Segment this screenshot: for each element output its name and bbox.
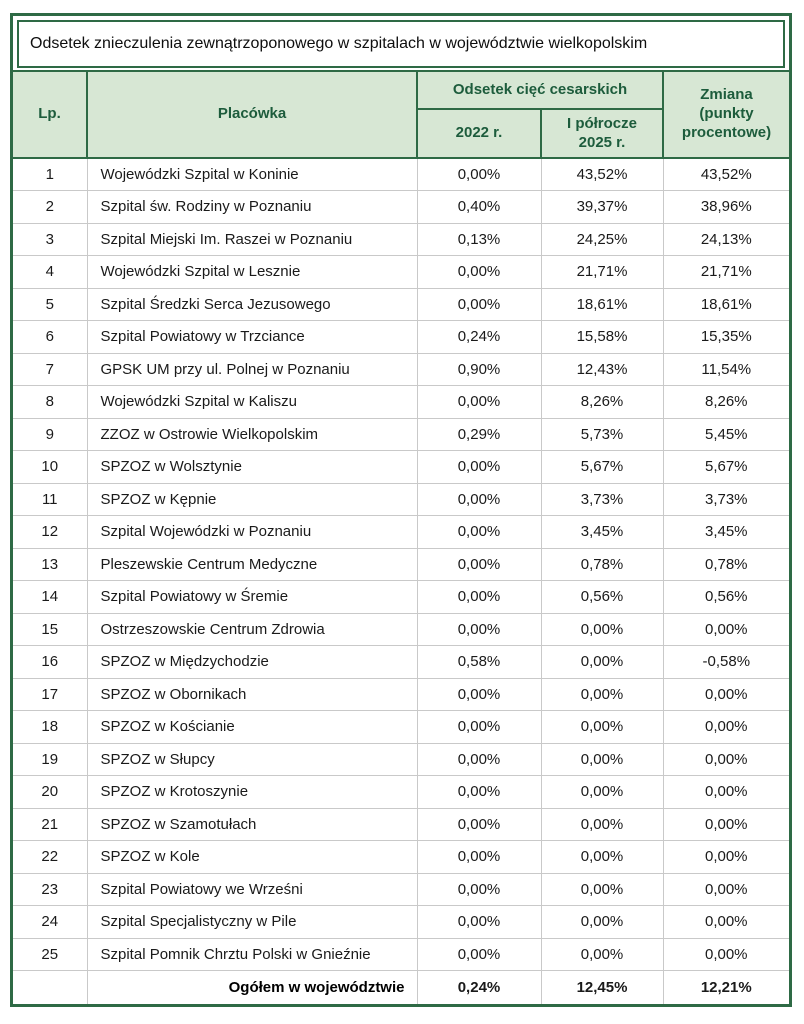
table-row — [13, 483, 789, 516]
table-frame — [10, 13, 792, 1007]
cell-facility: Szpital Miejski Im. Raszei w Poznaniu — [87, 223, 417, 256]
cell-value-2025: 0,00% — [541, 906, 663, 939]
cell-value-change: 0,00% — [663, 808, 789, 841]
cell-value-2025: 24,25% — [541, 223, 663, 256]
table-row — [13, 776, 789, 809]
table-body — [13, 158, 789, 971]
cell-value-2025: 5,73% — [541, 418, 663, 451]
cell-value-2025: 21,71% — [541, 256, 663, 289]
cell-value-2022: 0,00% — [417, 516, 541, 549]
cell-value-2025: 0,00% — [541, 841, 663, 874]
cell-value-change: 0,00% — [663, 906, 789, 939]
cell-lp: 20 — [13, 776, 87, 809]
cell-value-change: 11,54% — [663, 353, 789, 386]
cell-value-change: 0,00% — [663, 743, 789, 776]
cell-value-change: 0,00% — [663, 873, 789, 906]
cell-value-change: 0,00% — [663, 841, 789, 874]
cell-value-change: 0,00% — [663, 776, 789, 809]
cell-value-2025: 0,00% — [541, 711, 663, 744]
cell-lp: 3 — [13, 223, 87, 256]
cell-facility: SPZOZ w Kościanie — [87, 711, 417, 744]
cell-facility: SPZOZ w Międzychodzie — [87, 646, 417, 679]
cell-value-2025: 15,58% — [541, 321, 663, 354]
cell-lp: 17 — [13, 678, 87, 711]
table-row — [13, 158, 789, 191]
total-value-2022: 0,24% — [417, 971, 541, 1004]
cell-value-2025: 43,52% — [541, 158, 663, 191]
col-header-cesarean-group: Odsetek cięć cesarskich — [417, 71, 663, 109]
table-row — [13, 321, 789, 354]
cell-facility: Szpital Pomnik Chrztu Polski w Gnieźnie — [87, 938, 417, 971]
table-row — [13, 386, 789, 419]
cell-value-2025: 8,26% — [541, 386, 663, 419]
cell-value-2022: 0,00% — [417, 711, 541, 744]
cell-facility: ZZOZ w Ostrowie Wielkopolskim — [87, 418, 417, 451]
cell-facility: Wojewódzki Szpital w Lesznie — [87, 256, 417, 289]
cell-value-2022: 0,00% — [417, 256, 541, 289]
col-header-h1-2025-label: I półrocze 2025 r. — [566, 114, 637, 151]
table-row — [13, 743, 789, 776]
cell-value-change: 43,52% — [663, 158, 789, 191]
cell-facility: SPZOZ w Wolsztynie — [87, 451, 417, 484]
cell-lp: 11 — [13, 483, 87, 516]
cell-value-change: 0,00% — [663, 613, 789, 646]
cell-value-2025: 0,00% — [541, 776, 663, 809]
cell-value-2022: 0,00% — [417, 548, 541, 581]
cell-facility: Wojewódzki Szpital w Kaliszu — [87, 386, 417, 419]
cell-facility: GPSK UM przy ul. Polnej w Poznaniu — [87, 353, 417, 386]
table-row — [13, 581, 789, 614]
table-row — [13, 678, 789, 711]
col-header-lp: Lp. — [13, 71, 87, 158]
cell-lp: 15 — [13, 613, 87, 646]
cell-lp: 1 — [13, 158, 87, 191]
cell-value-2025: 0,00% — [541, 613, 663, 646]
cell-lp: 21 — [13, 808, 87, 841]
cell-value-2022: 0,00% — [417, 873, 541, 906]
cell-value-2022: 0,24% — [417, 321, 541, 354]
col-header-h1-2025 — [541, 109, 663, 158]
cell-value-2022: 0,00% — [417, 581, 541, 614]
cell-lp: 7 — [13, 353, 87, 386]
cell-lp: 4 — [13, 256, 87, 289]
cell-value-change: 24,13% — [663, 223, 789, 256]
cell-value-2025: 0,00% — [541, 678, 663, 711]
cell-facility: Szpital Powiatowy we Wrześni — [87, 873, 417, 906]
table-title: Odsetek znieczulenia zewnątrzoponowego w szpitalach w województwie wielkopolskim — [17, 20, 785, 68]
cell-lp: 14 — [13, 581, 87, 614]
table-row — [13, 548, 789, 581]
cell-value-2022: 0,00% — [417, 451, 541, 484]
cell-facility: SPZOZ w Obornikach — [87, 678, 417, 711]
table-row — [13, 191, 789, 224]
cell-facility: Wojewódzki Szpital w Koninie — [87, 158, 417, 191]
cell-value-change: 0,78% — [663, 548, 789, 581]
cell-value-2022: 0,13% — [417, 223, 541, 256]
cell-lp: 16 — [13, 646, 87, 679]
cell-value-2025: 0,00% — [541, 938, 663, 971]
cell-value-2022: 0,90% — [417, 353, 541, 386]
cell-lp: 2 — [13, 191, 87, 224]
cell-value-2022: 0,40% — [417, 191, 541, 224]
cell-facility: Szpital Powiatowy w Trzciance — [87, 321, 417, 354]
cell-value-change: 18,61% — [663, 288, 789, 321]
cell-facility: SPZOZ w Kole — [87, 841, 417, 874]
cell-facility: Pleszewskie Centrum Medyczne — [87, 548, 417, 581]
cell-value-2025: 3,73% — [541, 483, 663, 516]
cell-facility: SPZOZ w Szamotułach — [87, 808, 417, 841]
table-footer — [13, 971, 789, 1004]
cell-value-change: 0,00% — [663, 938, 789, 971]
table-row — [13, 711, 789, 744]
cell-value-change: 38,96% — [663, 191, 789, 224]
cell-value-2022: 0,00% — [417, 483, 541, 516]
table-row — [13, 223, 789, 256]
cell-value-2022: 0,00% — [417, 938, 541, 971]
cell-facility: SPZOZ w Kępnie — [87, 483, 417, 516]
cell-facility: Szpital Średzki Serca Jezusowego — [87, 288, 417, 321]
cell-facility: SPZOZ w Słupcy — [87, 743, 417, 776]
cell-facility: Szpital Wojewódzki w Poznaniu — [87, 516, 417, 549]
cell-value-change: 5,67% — [663, 451, 789, 484]
table-row — [13, 353, 789, 386]
table-row — [13, 451, 789, 484]
total-lp-empty-cell — [13, 971, 87, 1004]
cell-lp: 24 — [13, 906, 87, 939]
cell-value-2022: 0,00% — [417, 386, 541, 419]
table-row — [13, 841, 789, 874]
cell-value-change: 3,45% — [663, 516, 789, 549]
cell-lp: 10 — [13, 451, 87, 484]
cell-lp: 5 — [13, 288, 87, 321]
hospitals-data-table — [13, 70, 789, 1004]
table-row — [13, 873, 789, 906]
cell-lp: 22 — [13, 841, 87, 874]
cell-value-2025: 0,00% — [541, 743, 663, 776]
total-value-change: 12,21% — [663, 971, 789, 1004]
cell-lp: 9 — [13, 418, 87, 451]
cell-value-change: 3,73% — [663, 483, 789, 516]
total-label: Ogółem w województwie — [87, 971, 417, 1004]
table-row — [13, 906, 789, 939]
table-row — [13, 516, 789, 549]
cell-value-change: 0,00% — [663, 711, 789, 744]
cell-lp: 8 — [13, 386, 87, 419]
cell-value-change: 5,45% — [663, 418, 789, 451]
col-header-2022: 2022 r. — [417, 109, 541, 158]
cell-facility: Szpital św. Rodziny w Poznaniu — [87, 191, 417, 224]
cell-facility: Szpital Powiatowy w Śremie — [87, 581, 417, 614]
cell-facility: Ostrzeszowskie Centrum Zdrowia — [87, 613, 417, 646]
table-row — [13, 418, 789, 451]
cell-value-2022: 0,00% — [417, 906, 541, 939]
cell-value-2022: 0,00% — [417, 743, 541, 776]
cell-facility: Szpital Specjalistyczny w Pile — [87, 906, 417, 939]
table-row — [13, 808, 789, 841]
cell-value-2022: 0,00% — [417, 678, 541, 711]
cell-value-2025: 0,00% — [541, 873, 663, 906]
table-row — [13, 613, 789, 646]
table-row — [13, 288, 789, 321]
cell-value-change: -0,58% — [663, 646, 789, 679]
table-row — [13, 938, 789, 971]
col-header-change-label: Zmiana (punkty procentowe) — [681, 86, 772, 141]
cell-value-2022: 0,00% — [417, 613, 541, 646]
cell-lp: 25 — [13, 938, 87, 971]
table-row — [13, 256, 789, 289]
col-header-facility: Placówka — [87, 71, 417, 158]
cell-value-2022: 0,00% — [417, 808, 541, 841]
cell-value-2022: 0,00% — [417, 841, 541, 874]
cell-value-change: 8,26% — [663, 386, 789, 419]
cell-value-change: 0,56% — [663, 581, 789, 614]
cell-value-2025: 0,00% — [541, 808, 663, 841]
cell-lp: 12 — [13, 516, 87, 549]
cell-value-2025: 3,45% — [541, 516, 663, 549]
total-row — [13, 971, 789, 1004]
table-row — [13, 646, 789, 679]
cell-value-2025: 0,00% — [541, 646, 663, 679]
cell-value-2022: 0,00% — [417, 288, 541, 321]
cell-value-2025: 18,61% — [541, 288, 663, 321]
cell-value-2025: 39,37% — [541, 191, 663, 224]
cell-lp: 18 — [13, 711, 87, 744]
cell-value-change: 21,71% — [663, 256, 789, 289]
cell-value-2025: 0,78% — [541, 548, 663, 581]
cell-value-2022: 0,00% — [417, 776, 541, 809]
cell-value-2025: 12,43% — [541, 353, 663, 386]
cell-value-2025: 5,67% — [541, 451, 663, 484]
cell-lp: 13 — [13, 548, 87, 581]
cell-value-2022: 0,00% — [417, 158, 541, 191]
total-value-2025: 12,45% — [541, 971, 663, 1004]
table-header — [13, 71, 789, 158]
cell-value-2025: 0,56% — [541, 581, 663, 614]
cell-value-2022: 0,29% — [417, 418, 541, 451]
cell-lp: 23 — [13, 873, 87, 906]
cell-facility: SPZOZ w Krotoszynie — [87, 776, 417, 809]
cell-value-2022: 0,58% — [417, 646, 541, 679]
cell-value-change: 0,00% — [663, 678, 789, 711]
cell-lp: 19 — [13, 743, 87, 776]
cell-value-change: 15,35% — [663, 321, 789, 354]
cell-lp: 6 — [13, 321, 87, 354]
col-header-change — [663, 71, 789, 158]
